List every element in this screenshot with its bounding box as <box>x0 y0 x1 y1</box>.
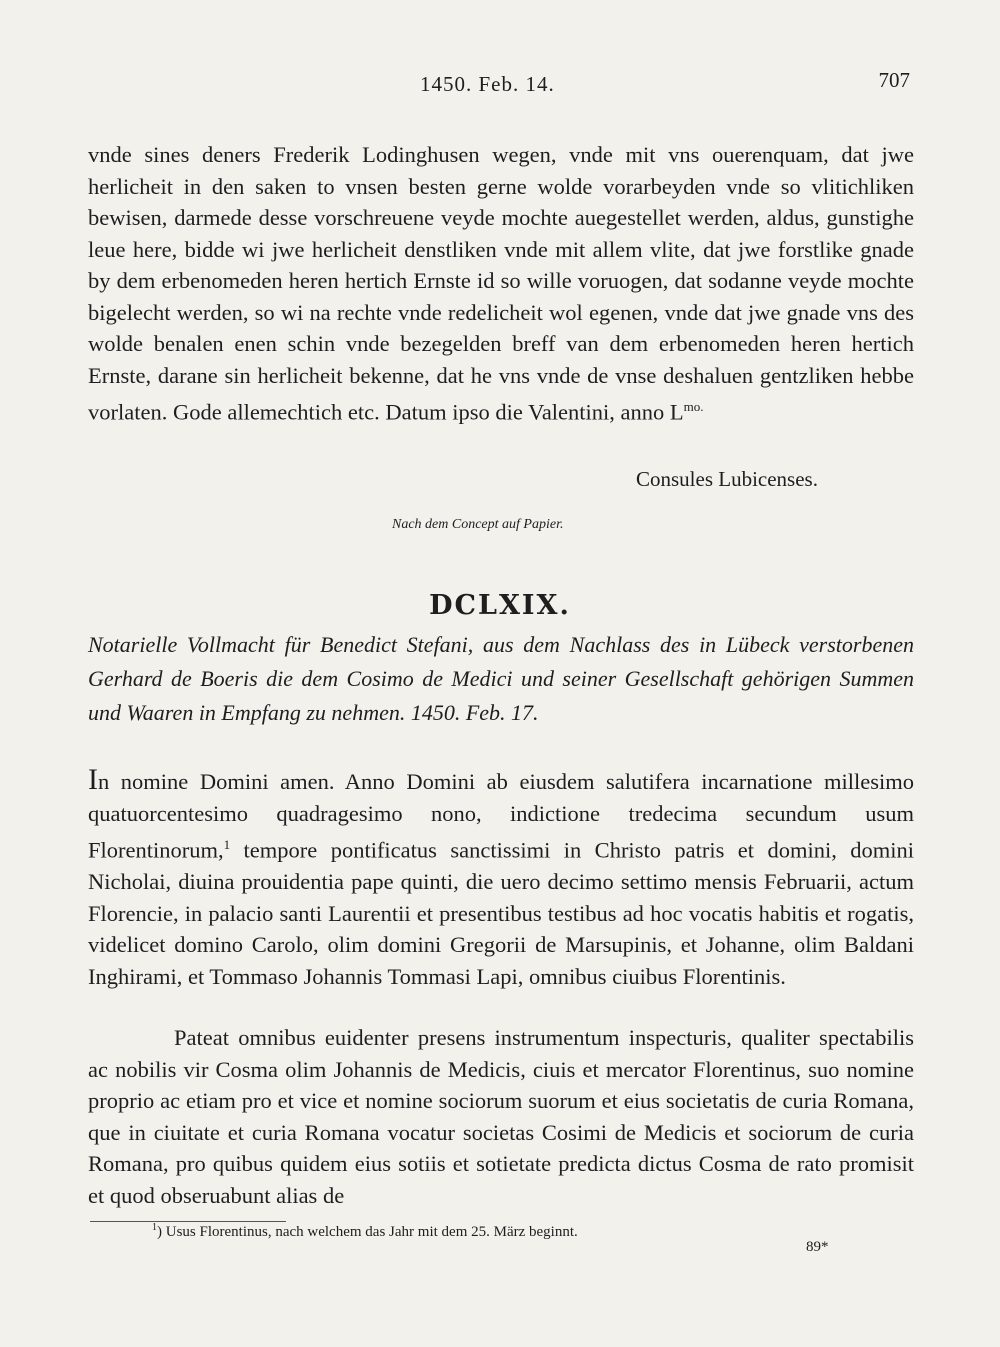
page-number: 707 <box>878 68 910 92</box>
letter-text: vnde sines deners Frederik Lodinghusen wegen, vnde mit vns ouerenquam, dat jwe herlicheit in den saken to vnsen besten gerne wolde vorarbeyden vnde so vlitichliken bewisen, darmede desse vorschreuene veyde mochte auegestellet werden, aldus, gunstighe leue here, bidde wi jwe herlicheit denstliken vnde mit allem vlite, dat jwe forstlike gnade by dem erbenomeden heren hertich Ernste id so wille voruogen, dat sodanne veyde mochte bigelecht werden, so wi na rechte vnde redelicheit wol egenen, vnde dat jwe gnade vns des wolde benalen enen schin vnde bezegelden breff van dem erbenomeden heren hertich Ernste, darane sin herlicheit bekenne, dat he vns vnde de vnse deshaluen gentzliken hebbe vorlaten. Gode allemechtich etc. Datum ipso die Valentini, anno L <box>88 142 914 425</box>
source-note: Nach dem Concept auf Papier. <box>392 517 564 532</box>
letter-text-superscript: mo. <box>683 399 704 414</box>
printer-signature-mark: 89* <box>806 1239 829 1255</box>
running-head: 1450. Feb. 14. <box>420 72 555 96</box>
letter-paragraph <box>88 139 914 428</box>
document-title: Notarielle Vollmacht für Benedict Stefani, aus dem Nachlass des in Lübeck verstorbenen Gerhard de Boeris die dem Cosimo de Medici und seiner Gesellschaft gehörigen Summen und Waaren in Empfang zu nehmen. 1450. Feb. 17. <box>88 632 914 725</box>
paragraph-1-part-b: tempore pontificatus sanctissimi in Christo patris et domini, domini Nicholai, diuina prouidentia pape quinti, die uero decimo settimo mensis Februarii, actum Florencie, in palacio santi Laurentii et presentibus testibus ad hoc vocatis habitis et rogatis, videlicet domino Carolo, olim domini Gregorii de Marsupinis, et Johanne, olim Baldani Inghirami, et Tommaso Johannis Tommasi Lapi, omnibus ciuibus Florentinis. <box>88 837 914 989</box>
page-header <box>90 68 910 106</box>
document-paragraph-1 <box>88 764 914 992</box>
document-number: DCLXIX. <box>429 590 571 621</box>
footnote <box>152 1222 578 1241</box>
paragraph-1-part-a: n nomine Domini amen. Anno Domini ab eiusdem salutifera incarnatione millesimo quatuorcentesimo quadragesimo nono, indictione tredecima secundum usum Florentinorum, <box>88 769 914 863</box>
document-paragraph-2: Pateat omnibus euidenter presens instrumentum inspecturis, qualiter spectabilis ac nobilis vir Cosma olim Johannis de Medicis, ciuis et mercator Florentinus, suo nomine proprio ac etiam pro et vice et nomine sociorum suorum et eius societatis de curia Romana, que in ciuitate et curia Romana vocatur societas Cosimi de Medicis et sociorum de curia Romana, pro quibus quidem eius sotiis et sotietate predicta dictus Cosma de rato promisit et quod obseruabunt alias de <box>88 1025 914 1208</box>
footnote-reference: 1 <box>223 837 231 852</box>
footnote-text: ) Usus Florentinus, nach welchem das Jahr mit dem 25. März beginnt. <box>157 1224 578 1240</box>
drop-cap: I <box>88 763 98 796</box>
footnote-marker: 1 <box>152 1222 157 1233</box>
letter-signature: Consules Lubicenses. <box>636 467 818 491</box>
